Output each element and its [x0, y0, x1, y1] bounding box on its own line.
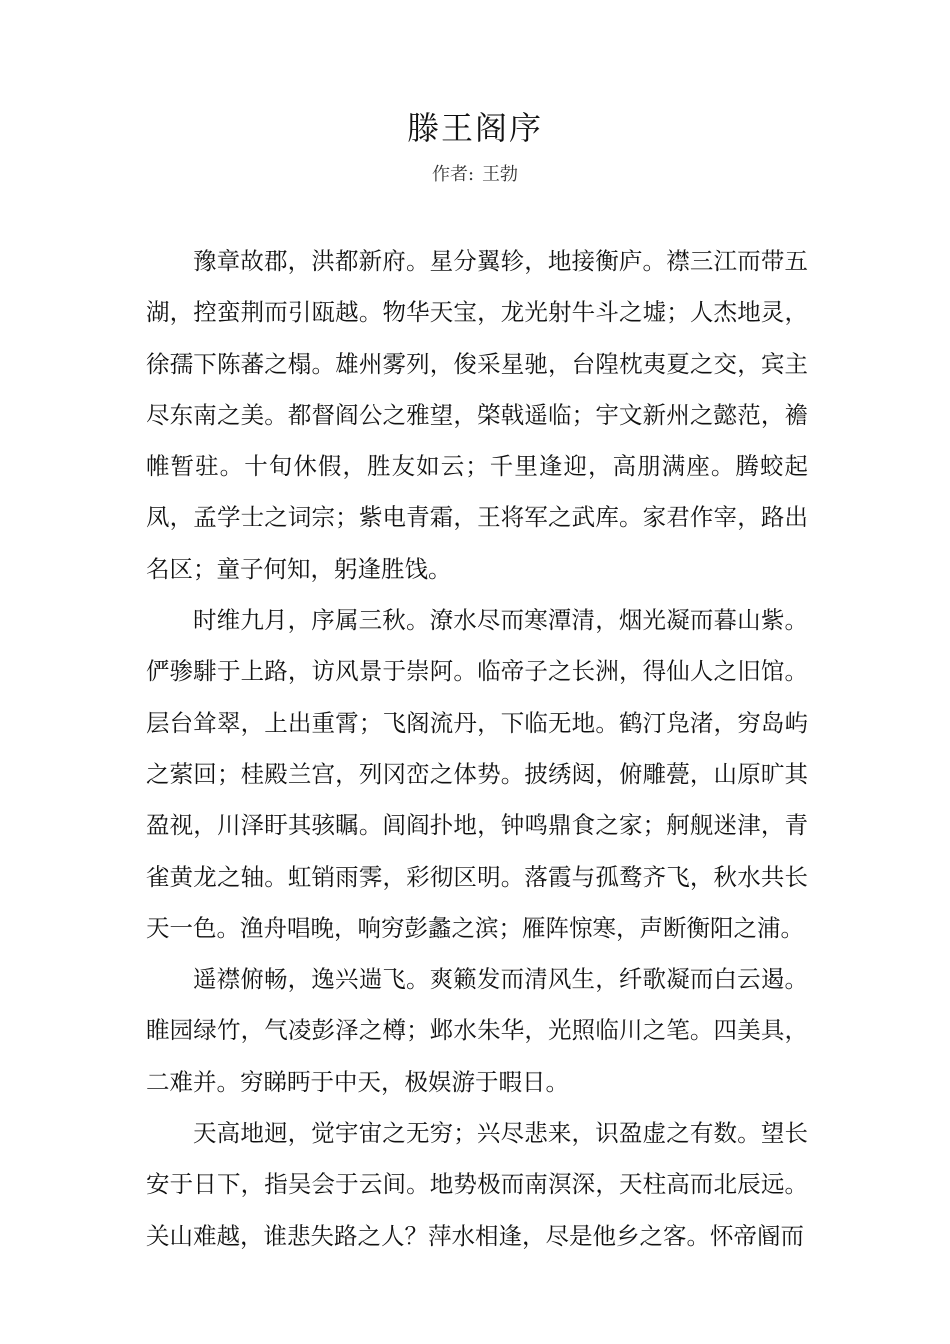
paragraph-4: 天高地迥，觉宇宙之无穷；兴尽悲来，识盈虚之有数。望长安于日下，指吴会于云间。地势极而南溟深，天柱高而北辰远。关山难越，谁悲失路之人？萍水相逢，尽是他乡之客。怀帝阍而: [146, 1119, 808, 1250]
paragraph-3: 遥襟俯畅，逸兴遄飞。爽籁发而清风生，纤歌凝而白云遏。睢园绿竹，气凌彭泽之樽；邺水朱华，光照临川之笔。四美具，二难并。穷睇眄于中天，极娱游于暇日。: [146, 965, 808, 1096]
author-label: 作者:: [431, 164, 475, 185]
paragraph-1: 豫章故郡，洪都新府。星分翼轸，地接衡庐。襟三江而带五湖，控蛮荆而引瓯越。物华天宝，龙光射牛斗之墟；人杰地灵，徐孺下陈蕃之榻。雄州雾列，俊采星驰，台隍枕夷夏之交，宾主尽东南之美。都督阎公之雅望，棨戟遥临；宇文新州之懿范，襜帷暂驻。十旬休假，胜友如云；千里逢迎，高朋满座。腾蛟起凤，孟学士之词宗；紫电青霜，王将军之武库。家君作宰，路出名区；童子何知，躬逢胜饯。: [146, 247, 808, 583]
author-line: [0, 160, 950, 190]
author-name: 王勃: [482, 164, 519, 185]
document-body: [146, 236, 808, 1262]
paragraph-2: 时维九月，序属三秋。潦水尽而寒潭清，烟光凝而暮山紫。俨骖騑于上路，访风景于崇阿。临帝子之长洲，得仙人之旧馆。层台耸翠，上出重霄；飞阁流丹，下临无地。鹤汀凫渚，穷岛屿之萦回；桂殿兰宫，列冈峦之体势。披绣闼，俯雕甍，山原旷其盈视，川泽盱其骇瞩。闾阎扑地，钟鸣鼎食之家；舸舰迷津，青雀黄龙之轴。虹销雨霁，彩彻区明。落霞与孤鹜齐飞，秋水共长天一色。渔舟唱晚，响穷彭蠡之滨；雁阵惊寒，声断衡阳之浦。: [146, 606, 808, 942]
document-title: 滕王阁序: [406, 109, 543, 147]
